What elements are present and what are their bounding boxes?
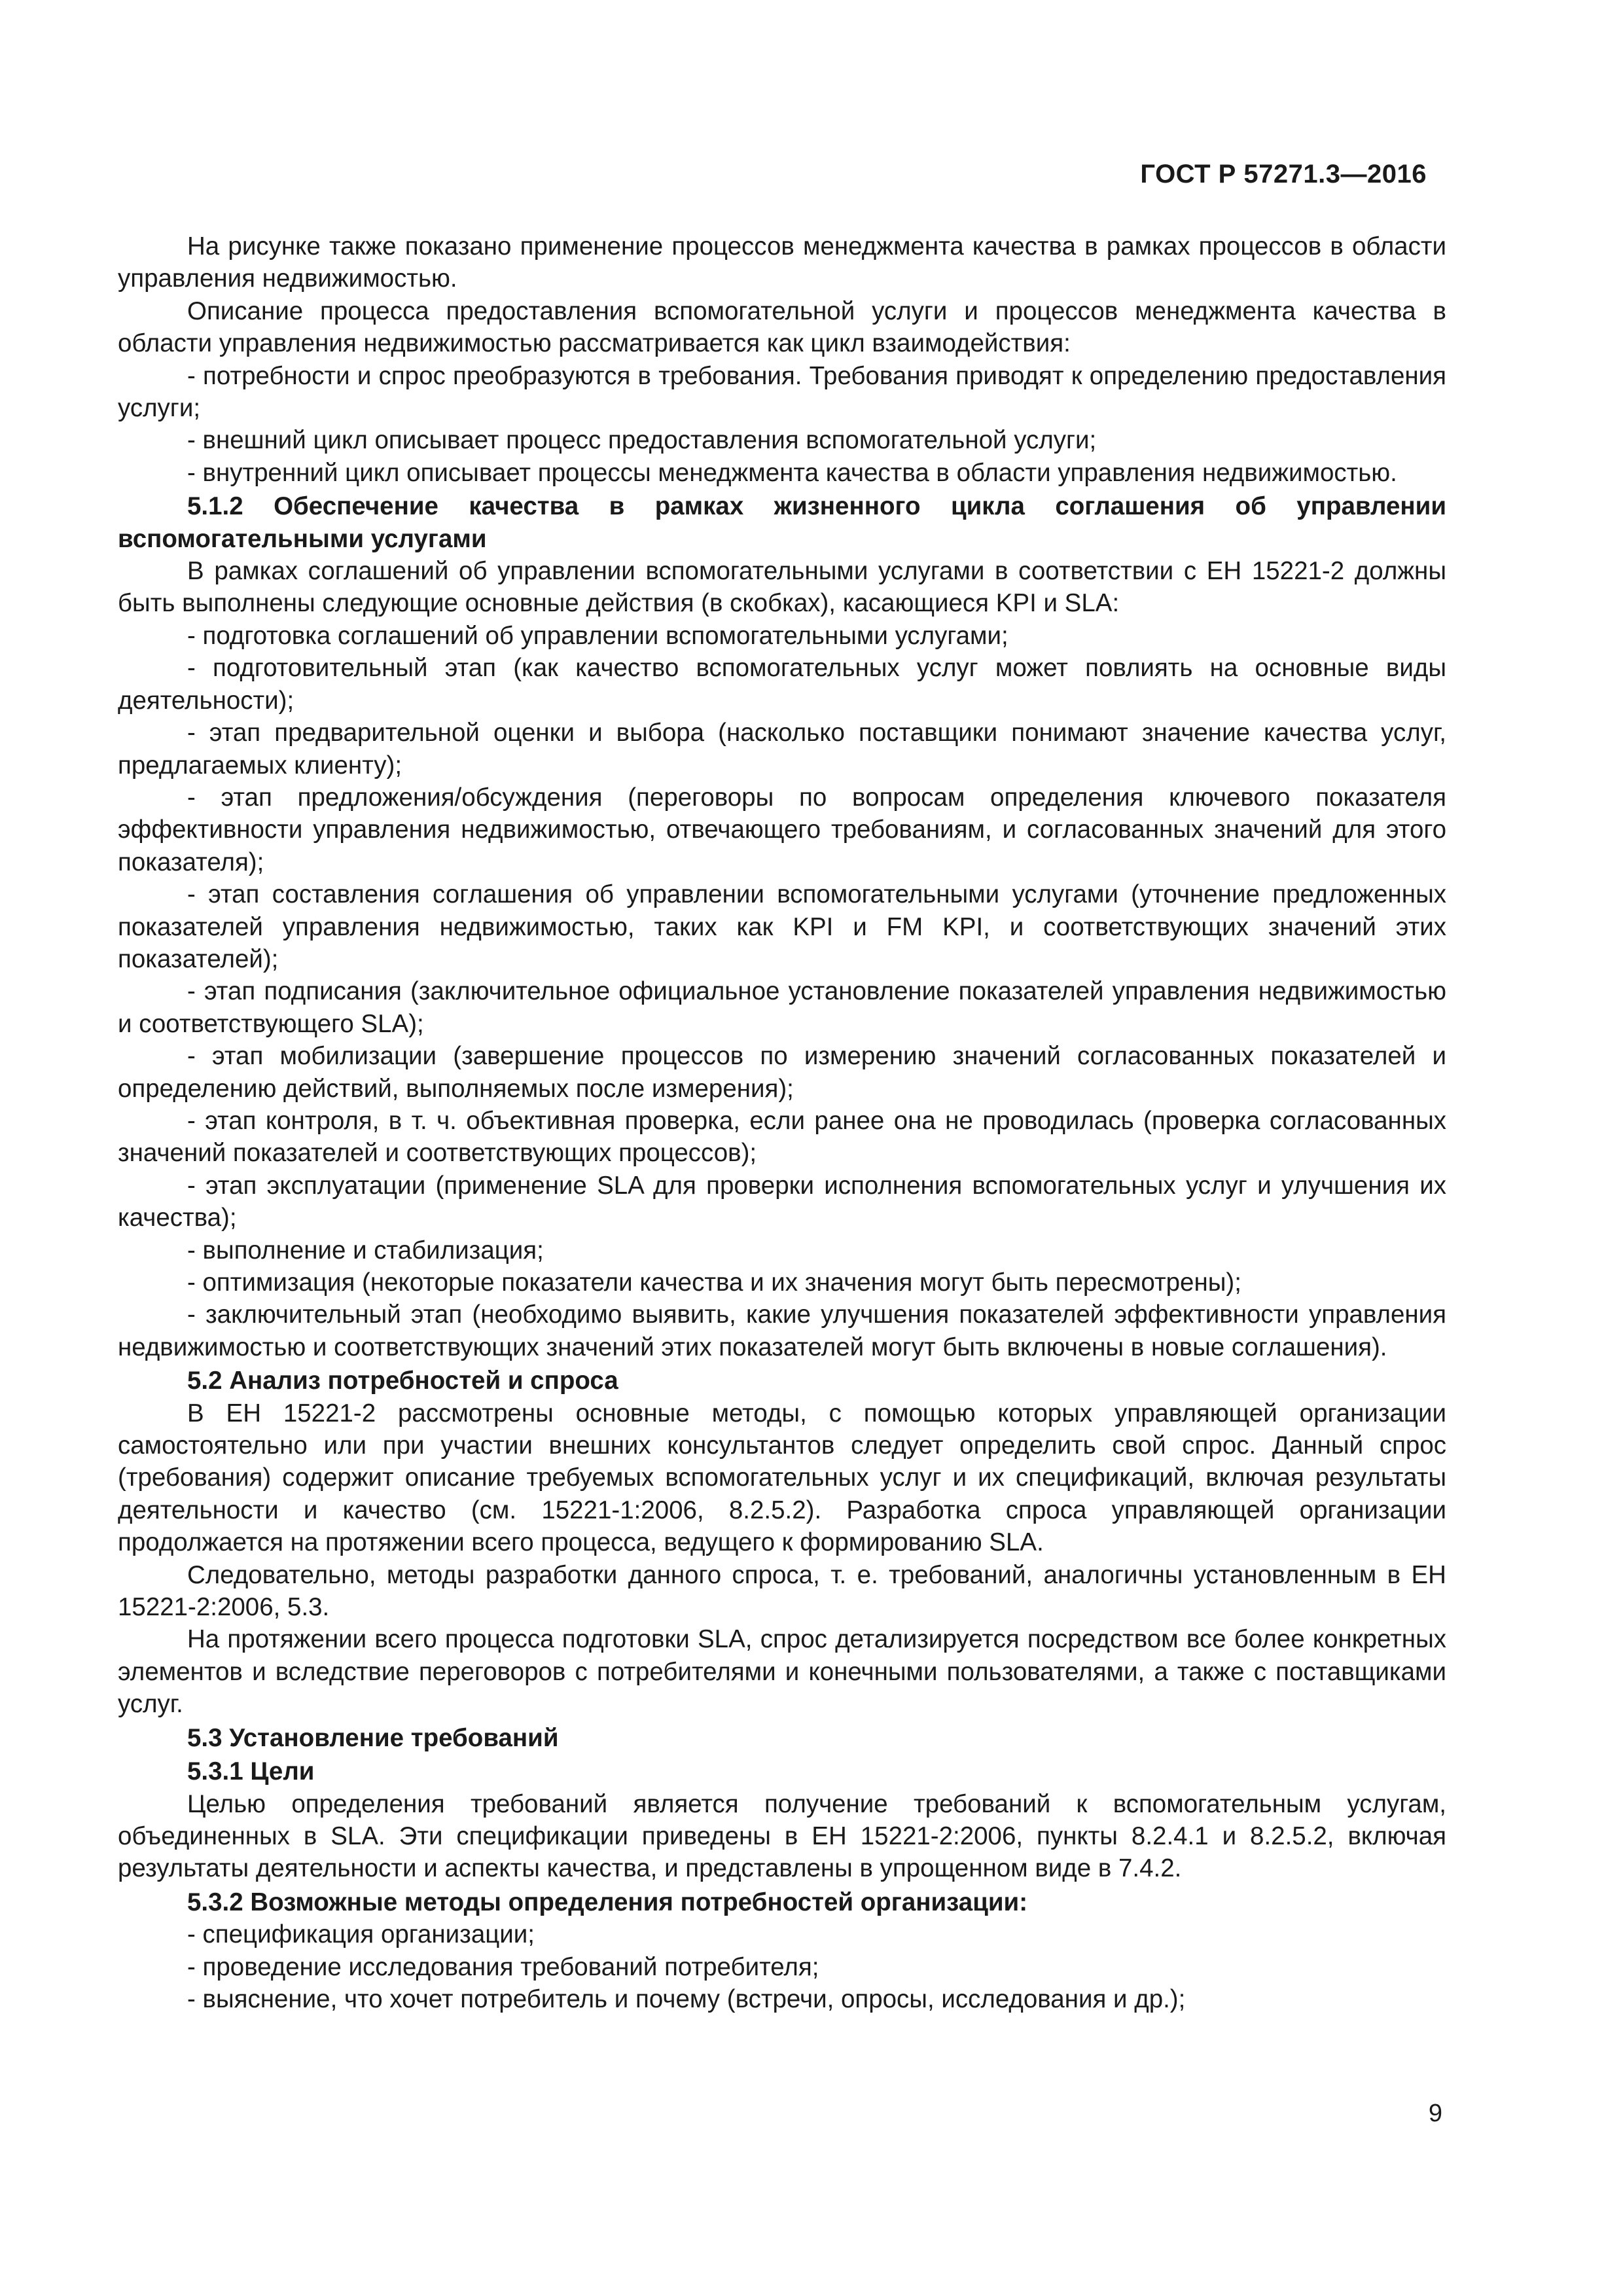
document-header: ГОСТ Р 57271.3—2016	[1140, 160, 1427, 188]
paragraph: Следовательно, методы разработки данного спроса, т. е. требований, аналогичны установленным в ЕН 15221-2:2006, 5.3.	[118, 1560, 1446, 1622]
paragraph: - этап предварительной оценки и выбора (насколько поставщики понимают значение качества услуг, предлагаемых клиенту);	[118, 719, 1446, 780]
paragraph: - этап эксплуатации (применение SLA для проверки исполнения вспомогательных услуг и улучшения их качества);	[118, 1171, 1446, 1232]
paragraph: - этап предложения/обсуждения (переговоры по вопросам определения ключевого показателя эффективности управления недвижимостью, отвечающего требованиям, и согласованных значений для этого показателя);	[118, 783, 1446, 876]
paragraph: Описание процесса предоставления вспомогательной услуги и процессов менеджмента качества в области управления недвижимостью рассматривается как цикл взаимодействия:	[118, 296, 1446, 358]
paragraph: В рамках соглашений об управлении вспомогательными услугами в соответствии с ЕН 15221-2 должны быть выполнены следующие основные действия (в скобках), касающиеся KPI и SLA:	[118, 557, 1446, 618]
paragraph: - спецификация организации;	[187, 1920, 535, 1949]
paragraph: - этап составления соглашения об управлении вспомогательными услугами (уточнение предложенных показателей управления недвижимостью, таких как KPI и FM KPI, и соответствующих значений этих показателей);	[118, 880, 1446, 973]
paragraph: - этап подписания (заключительное официальное установление показателей управления недвижимостью и соответствующего SLA);	[118, 977, 1446, 1038]
paragraph: - внешний цикл описывает процесс предоставления вспомогательной услуги;	[187, 426, 1097, 455]
paragraph: Целью определения требований является получение требований к вспомогательным услугам, объединенных в SLA. Эти спецификации приведены в ЕН 15221-2:2006, пункты 8.2.4.1 и 8.2.5.2, включая результаты деятельности и аспекты качества, и представлены в упрощенном виде в 7.4.2.	[118, 1789, 1446, 1883]
paragraph: - подготовительный этап (как качество вспомогательных услуг может повлиять на основные виды деятельности);	[118, 654, 1446, 715]
section-heading: 5.3.2 Возможные методы определения потребностей организации:	[187, 1888, 1028, 1916]
document-body	[118, 230, 1446, 2015]
paragraph: - внутренний цикл описывает процессы менеджмента качества в области управления недвижимостью.	[187, 458, 1397, 487]
paragraph: - проведение исследования требований потребителя;	[187, 1952, 819, 1981]
paragraph: - выполнение и стабилизация;	[187, 1236, 544, 1265]
paragraph: На рисунке также показано применение процессов менеджмента качества в рамках процессов в области управления недвижимостью.	[118, 232, 1446, 293]
paragraph: - этап контроля, в т. ч. объективная проверка, если ранее она не проводилась (проверка согласованных значений показателей и соответствующих процессов);	[118, 1106, 1446, 1168]
section-heading: 5.3.1 Цели	[187, 1757, 315, 1786]
section-heading: 5.1.2 Обеспечение качества в рамках жизненного цикла соглашения об управлении вспомогательными услугами	[118, 492, 1446, 553]
paragraph: - заключительный этап (необходимо выявить, какие улучшения показателей эффективности управления недвижимостью и соответствующих значений этих показателей могут быть включены в новые соглашения).	[118, 1300, 1446, 1361]
paragraph: На протяжении всего процесса подготовки SLA, спрос детализируется посредством все более конкретных элементов и вследствие переговоров с потребителями и конечными пользователями, а также с поставщиками услуг.	[118, 1625, 1446, 1719]
paragraph: В ЕН 15221-2 рассмотрены основные методы, с помощью которых управляющей организации самостоятельно или при участии внешних консультантов следует определить свой спрос. Данный спрос (требования) содержит описание требуемых вспомогательных услуг и их спецификаций, включая результаты деятельности и качество (см. 15221-1:2006, 8.2.5.2). Разработка спроса управляющей организации продолжается на протяжении всего процесса, ведущего к формированию SLA.	[118, 1399, 1446, 1557]
paragraph: - выяснение, что хочет потребитель и почему (встречи, опросы, исследования и др.);	[187, 1984, 1186, 2013]
paragraph: - этап мобилизации (завершение процессов по измерению значений согласованных показателей и определению действий, выполняемых после измерения);	[118, 1042, 1446, 1103]
paragraph: - оптимизация (некоторые показатели качества и их значения могут быть пересмотрены);	[187, 1268, 1241, 1297]
page-number: 9	[1428, 2100, 1442, 2127]
paragraph: - потребности и спрос преобразуются в требования. Требования приводят к определению предоставления услуги;	[118, 361, 1446, 423]
section-heading: 5.2 Анализ потребностей и спроса	[187, 1367, 618, 1395]
paragraph: - подготовка соглашений об управлении вспомогательными услугами;	[187, 621, 1008, 650]
section-heading: 5.3 Установление требований	[187, 1723, 559, 1752]
